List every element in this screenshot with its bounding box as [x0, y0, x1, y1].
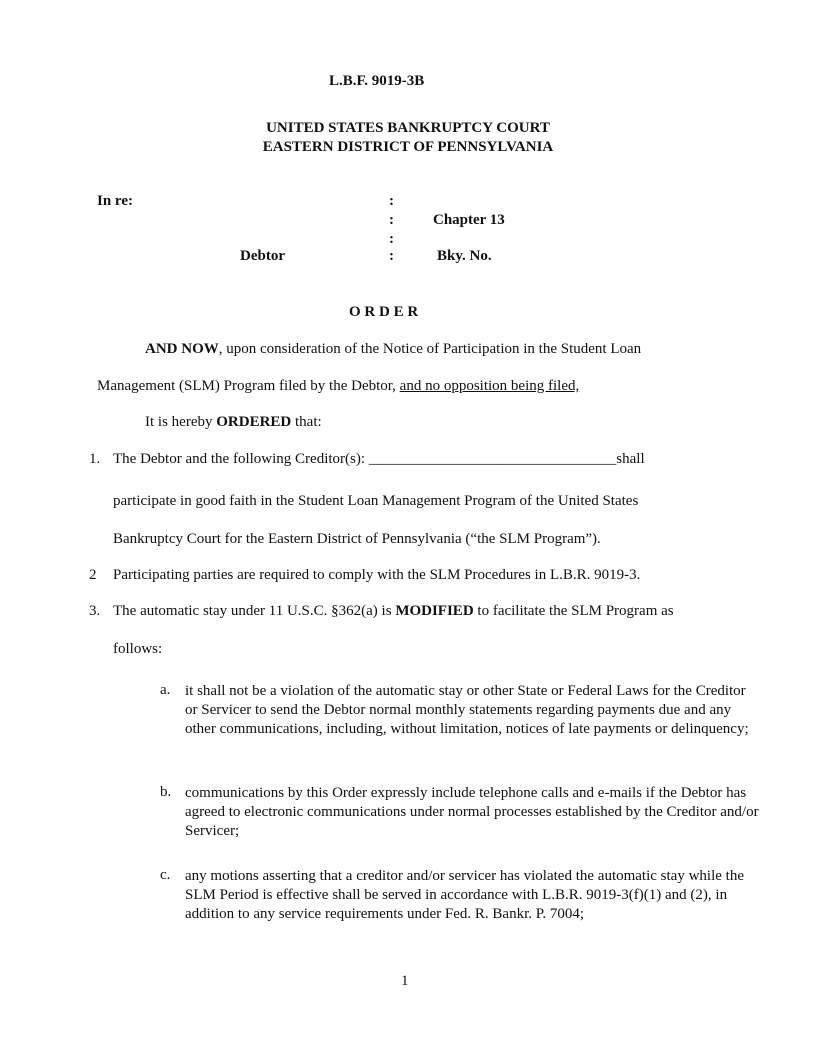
- subitem-b-text: communications by this Order expressly include telephone calls and e-mails if the Debtor has agreed to electronic communications under normal processes established by the Creditor and/or Servicer;: [185, 785, 759, 839]
- court-district: EASTERN DISTRICT OF PENNSYLVANIA: [262, 139, 554, 155]
- in-re-label: In re:: [97, 193, 133, 209]
- item-3-number: 3.: [89, 603, 101, 619]
- page-number: 1: [401, 973, 409, 989]
- item-2-line-1: Participating parties are required to comply with the SLM Procedures in L.B.R. 9019-3.: [113, 567, 641, 583]
- intro-line-2-text: Management (SLM) Program filed by the Debtor,: [97, 378, 400, 394]
- item-1-line-3: Bankruptcy Court for the Eastern District of Pennsylvania (“the SLM Program”).: [113, 531, 601, 547]
- item-3-text-end: to facilitate the SLM Program as: [473, 603, 674, 619]
- caption-colon: :: [389, 193, 394, 209]
- caption-colon: :: [389, 231, 394, 247]
- ordered-suffix: that:: [291, 414, 322, 430]
- item-1-line-1: [113, 451, 645, 468]
- item-3-line-1: [113, 603, 674, 620]
- item-1-line-2: participate in good faith in the Student Loan Management Program of the United States: [113, 493, 639, 509]
- form-number: L.B.F. 9019-3B: [329, 73, 425, 89]
- ordered-word: ORDERED: [216, 414, 292, 430]
- subitem-a-text: it shall not be a violation of the automatic stay or other State or Federal Laws for the Creditor or Servicer to send the Debtor normal monthly statements regarding payments due and any other communications, including, without limitation, notices of late payments or delinquency;: [185, 683, 749, 737]
- and-now-text: AND NOW: [145, 341, 219, 357]
- item-2-number: 2: [89, 567, 97, 583]
- debtor-label: Debtor: [240, 248, 285, 264]
- item-3-text: The automatic stay under 11 U.S.C. §362(a) is: [113, 603, 396, 619]
- chapter-label: Chapter 13: [433, 212, 505, 228]
- ordered-prefix: It is hereby: [145, 414, 217, 430]
- caption-colon: :: [389, 248, 394, 264]
- item-1-number: 1.: [89, 451, 101, 467]
- caption-colon: :: [389, 212, 394, 228]
- creditor-blank-line: _________________________________: [368, 451, 617, 467]
- ordered-line: [145, 414, 322, 431]
- subitem-b-letter: b.: [160, 784, 172, 800]
- subitem-c-letter: c.: [160, 867, 171, 883]
- no-opposition-text: and no opposition being filed,: [399, 378, 580, 394]
- item-1-shall: shall: [616, 451, 645, 467]
- intro-line-1-text: , upon consideration of the Notice of Participation in the Student Loan: [218, 341, 642, 357]
- item-3-line-2: follows:: [113, 641, 163, 657]
- subitem-a-letter: a.: [160, 682, 171, 698]
- intro-line-1: [145, 341, 641, 358]
- item-1-text: The Debtor and the following Creditor(s):: [113, 451, 369, 467]
- modified-word: MODIFIED: [395, 603, 474, 619]
- bankruptcy-number-label: Bky. No.: [437, 248, 492, 264]
- court-name: UNITED STATES BANKRUPTCY COURT: [266, 120, 550, 136]
- subitem-c-text: any motions asserting that a creditor and/or servicer has violated the automatic stay while the SLM Period is effective shall be served in accordance with L.B.R. 9019-3(f)(1) and (2), in addition to any service requirements under Fed. R. Bankr. P. 7004;: [185, 868, 744, 922]
- intro-line-2: [97, 378, 579, 395]
- order-title: O R D E R: [349, 304, 419, 320]
